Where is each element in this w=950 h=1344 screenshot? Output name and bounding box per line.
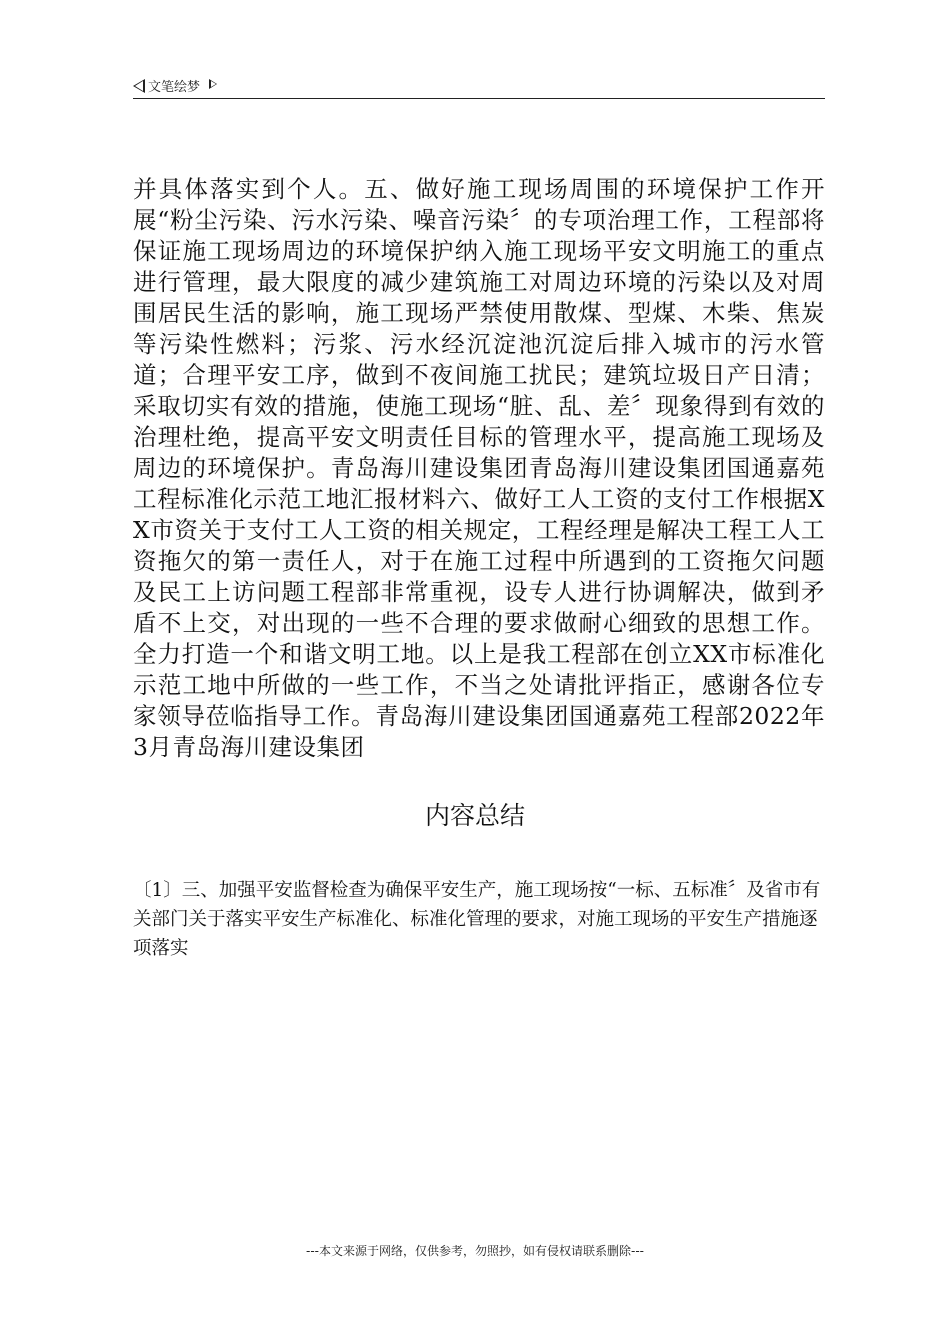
triangle-left-icon [133, 79, 145, 93]
page-header [133, 74, 825, 99]
header-brand [133, 76, 217, 95]
summary-paragraph: 〔1〕三、加强平安监督检查为确保平安生产，施工现场按“一标、五标准〞及省市有关部门关于落实平安生产标准化、标准化管理的要求，对施工现场的平安生产措施逐项落实 [133, 880, 821, 959]
triangle-right-icon [209, 79, 217, 89]
body-paragraph: 并具体落实到个人。五、做好施工现场周围的环境保护工作开展“粉尘污染、污水污染、噪音污染〞的专项治理工作，工程部将保证施工现场周边的环境保护纳入施工现场平安文明施工的重点进行管理，最大限度的减少建筑施工对周边环境的污染以及对周围居民生活的影响，施工现场严禁使用散煤、型煤、木柴、焦炭等污染性燃料；污浆、污水经沉淀池沉淀后排入城市的污水管道；合理平安工序，做到不夜间施工扰民；建筑垃圾日产日清；采取切实有效的措施，使施工现场“脏、乱、差〞现象得到有效的治理杜绝，提高平安文明责任目标的管理水平，提高施工现场及周边的环境保护。青岛海川建设集团青岛海川建设集团国通嘉苑工程标准化示范工地汇报材料六、做好工人工资的支付工作根据XX市资关于支付工人工资的相关规定，工程经理是解决工程工人工资拖欠的第一责任人，对于在施工过程中所遇到的工资拖欠问题及民工上访问题工程部非常重视，设专人进行协调解决，做到矛盾不上交，对出现的一些不合理的要求做耐心细致的思想工作。全力打造一个和谐文明工地。以上是我工程部在创立XX市标准化示范工地中所做的一些工作，不当之处请批评指正，感谢各位专家领导莅临指导工作。青岛海川建设集团国通嘉苑工程部2022年3月青岛海川建设集团 [133, 175, 825, 761]
footer-disclaimer: ---本文来源于网络，仅供参考，勿照抄，如有侵权请联系删除--- [306, 1244, 644, 1258]
brand-name: 文笔绘梦 [148, 80, 201, 95]
summary-title: 内容总结 [424, 801, 525, 830]
